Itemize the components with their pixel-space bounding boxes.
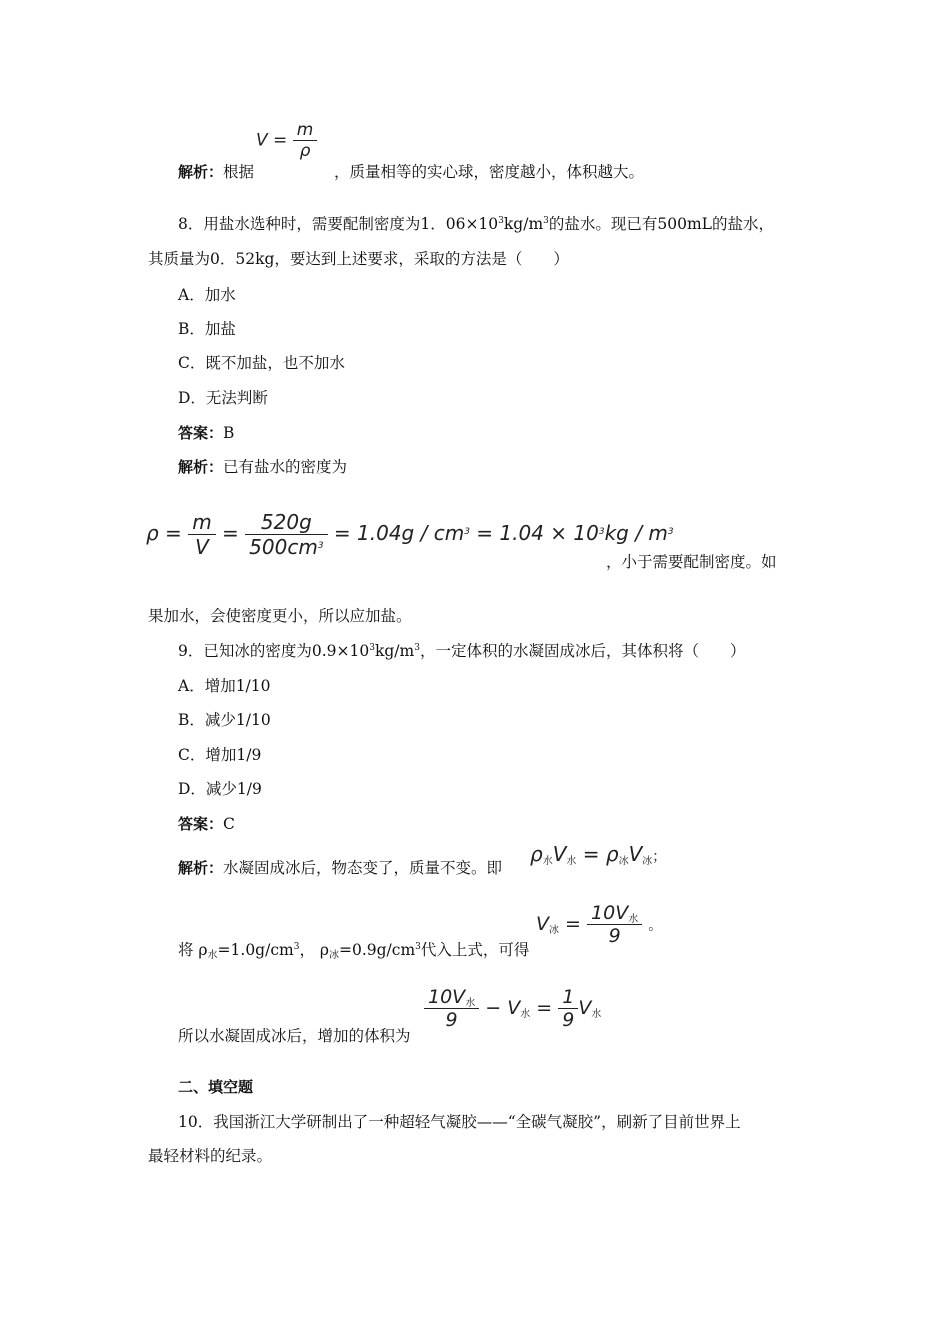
q9-option-d: D．减少1/9 — [178, 780, 262, 798]
q8-option-c: C．既不加盐，也不加水 — [178, 354, 345, 372]
q8-answer: 答案：B — [178, 424, 235, 442]
q8-analysis-tail: ，小于需要配制密度。如 — [606, 553, 777, 571]
q8-stem-line1: 8．用盐水选种时，需要配制密度为1．$06\times 10^3kg/m^3$的盐水。现已有500mL的盐水， — [178, 215, 774, 233]
q9-analysis-line2: 将 $\rho_水=1.0g/cm^3$， $\rho_冰=0.9g/cm^3$代入上式，可得 — [178, 941, 530, 961]
q9-stem: 9．已知冰的密度为$0.9\times 10^3kg/m^3$，一定体积的水凝固成冰后，其体积将（ ） — [178, 642, 746, 660]
q8-stem-line2: 其质量为0．52kg，要达到上述要求，采取的方法是（ ） — [148, 250, 569, 268]
q9-option-c: C．增加1/9 — [178, 746, 262, 764]
q9-analysis-line3: 所以水凝固成冰后，增加的体积为 — [178, 1027, 411, 1045]
prev-analysis-line: 解析：根据 ，质量相等的实心球，密度越小，体积越大。 — [178, 163, 645, 181]
q8-option-b: B．加盐 — [178, 320, 236, 338]
formula-v-equals-m-over-rho: V = $\frac{m}{\rho}$ — [256, 120, 317, 161]
q10-line1: 10．我国浙江大学研制出了一种超轻气凝胶——“全碳气凝胶”，刷新了目前世界上 — [178, 1113, 741, 1131]
q10-line2: 最轻材料的纪录。 — [148, 1147, 273, 1165]
section-heading: 二、填空题 — [178, 1078, 254, 1096]
q9-option-a: A．增加1/10 — [178, 677, 271, 695]
q9-mass-conservation-equation: $\rho_水V_水 = \rho_冰V_冰$； — [530, 842, 667, 867]
q9-answer: 答案：C — [178, 815, 235, 833]
analysis-label: 解析： — [178, 163, 224, 181]
q8-density-equation: ρ = $\frac{m}{V}$ = $\frac{520g}{500cm^3}$ = $1.04g / cm^3 = 1.04 \times 10^3kg / m^3$ — [146, 510, 674, 559]
q8-analysis-intro: 解析：已有盐水的密度为 — [178, 458, 348, 476]
q9-option-b: B．减少1/10 — [178, 711, 271, 729]
q8-option-d: D．无法判断 — [178, 389, 268, 407]
q9-analysis-line1: 解析：水凝固成冰后，物态变了，质量不变。即 — [178, 859, 503, 877]
q8-analysis-line2: 果加水，会使密度更小，所以应加盐。 — [148, 607, 412, 625]
q9-volume-increase-equation: $\frac{10V_水}{9}$ − $V_水$ = $\frac{1}{9}$ $V_水$ — [424, 986, 601, 1031]
q9-ice-volume-equation: $V_冰$ = $\frac{10V_水}{9}$ 。 — [536, 902, 663, 947]
q8-option-a: A．加水 — [178, 286, 236, 304]
